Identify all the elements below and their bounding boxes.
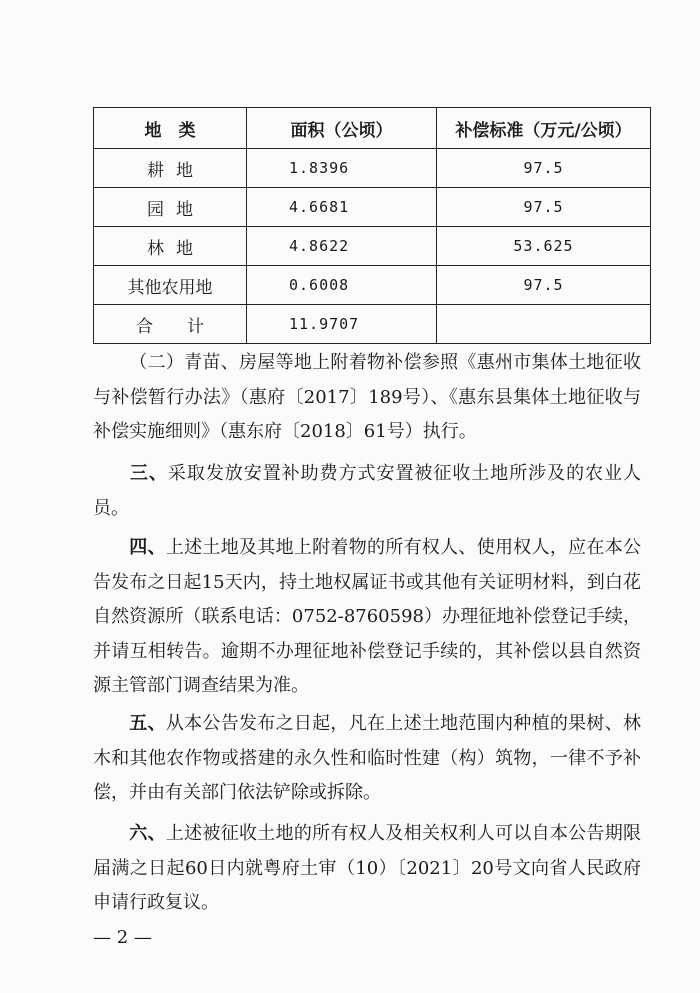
paragraph-6-text: 上述被征收土地的所有权人及相关权利人可以自本公告期限届满之日起60日内就粤府土审（10）〔2021〕20号文向省人民政府申请行政复议。 <box>93 823 641 913</box>
cell-total-standard <box>437 305 651 344</box>
cell-area: 0.6008 <box>247 266 437 305</box>
paragraph-3-lead: 三、 <box>129 463 168 484</box>
cell-standard: 97.5 <box>437 188 651 227</box>
paragraph-4 <box>93 531 641 704</box>
cell-total-area: 11.9707 <box>247 305 437 344</box>
table-row <box>94 188 651 227</box>
paragraph-6 <box>93 817 641 921</box>
paragraph-5 <box>93 707 641 811</box>
cell-standard: 97.5 <box>437 266 651 305</box>
cell-land-type: 耕地 <box>94 149 247 188</box>
paragraph-6-lead: 六、 <box>129 823 166 844</box>
table-header-row <box>94 108 651 149</box>
cell-standard: 97.5 <box>437 149 651 188</box>
paragraph-3 <box>93 457 641 526</box>
cell-land-type: 园地 <box>94 188 247 227</box>
paragraph-4-lead: 四、 <box>129 537 166 558</box>
cell-standard: 53.625 <box>437 227 651 266</box>
paragraph-4-text: 上述土地及其地上附着物的所有权人、使用权人，应在本公告发布之日起15天内，持土地权属证书或其他有关证明材料，到白花自然资源所（联系电话：0752-8760598）办理征地补偿登记手续，并请互相转告。逾期不办理征地补偿登记手续的，其补偿以县自然资源主管部门调查结果为准。 <box>93 537 641 696</box>
table-total-row <box>94 305 651 344</box>
cell-land-type: 林地 <box>94 227 247 266</box>
paragraph-3-text: 采取发放安置补助费方式安置被征收土地所涉及的农业人员。 <box>93 463 641 519</box>
cell-total-label: 合计 <box>94 305 247 344</box>
page-number: — 2 — <box>93 927 152 948</box>
cell-area: 1.8396 <box>247 149 437 188</box>
cell-area: 4.8622 <box>247 227 437 266</box>
cell-area: 4.6681 <box>247 188 437 227</box>
paragraph-2 <box>93 346 641 450</box>
cell-land-type: 其他农用地 <box>94 266 247 305</box>
header-land-type: 地 类 <box>94 108 247 149</box>
table-row <box>94 266 651 305</box>
header-standard: 补偿标准（万元/公顷） <box>437 108 651 149</box>
compensation-table <box>93 107 651 344</box>
paragraph-5-lead: 五、 <box>129 713 166 734</box>
paragraph-5-text: 从本公告发布之日起，凡在上述土地范围内种植的果树、林木和其他农作物或搭建的永久性和临时性建（构）筑物，一律不予补偿，并由有关部门依法铲除或拆除。 <box>93 713 641 803</box>
table-row <box>94 149 651 188</box>
table-row <box>94 227 651 266</box>
paragraph-2-text: （二）青苗、房屋等地上附着物补偿参照《惠州市集体土地征收与补偿暂行办法》（惠府〔2017〕189号）、《惠东县集体土地征收与补偿实施细则》（惠东府〔2018〕61号）执行。 <box>93 352 641 442</box>
header-area: 面积（公顷） <box>247 108 437 149</box>
